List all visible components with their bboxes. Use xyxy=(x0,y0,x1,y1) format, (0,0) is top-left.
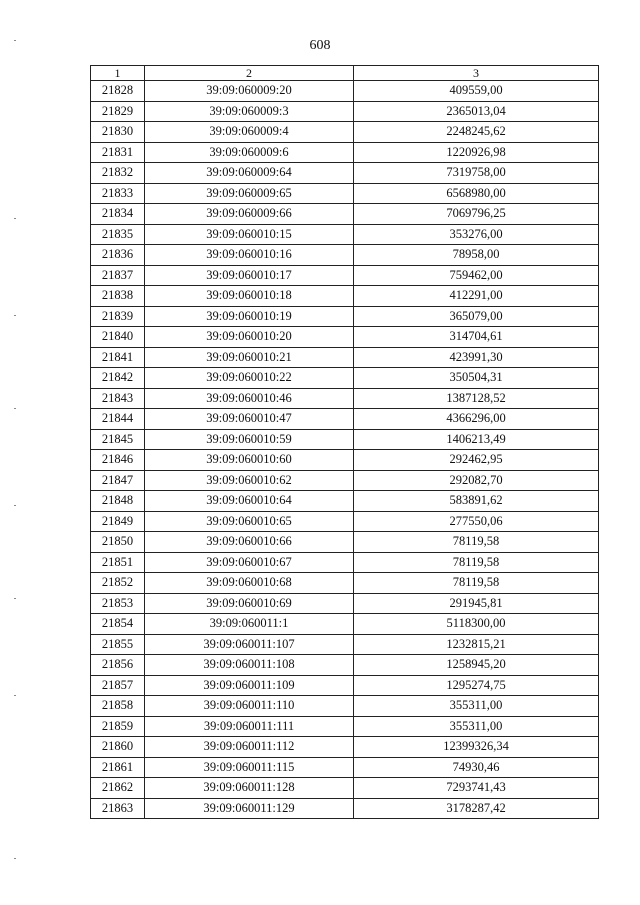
row-number-cell: 21840 xyxy=(91,327,145,348)
cadastral-number-cell: 39:09:060010:62 xyxy=(145,470,354,491)
table-row xyxy=(91,388,599,409)
cadastral-number-cell: 39:09:060009:3 xyxy=(145,101,354,122)
cadastral-number-cell: 39:09:060009:20 xyxy=(145,81,354,102)
table-row xyxy=(91,347,599,368)
cadastral-value-cell: 355311,00 xyxy=(354,716,599,737)
table-row xyxy=(91,511,599,532)
table-row xyxy=(91,491,599,512)
row-number-cell: 21838 xyxy=(91,286,145,307)
table-body xyxy=(91,81,599,819)
cadastral-value-cell: 409559,00 xyxy=(354,81,599,102)
table-row xyxy=(91,286,599,307)
row-number-cell: 21862 xyxy=(91,778,145,799)
table-row xyxy=(91,716,599,737)
cadastral-value-cell: 1220926,98 xyxy=(354,142,599,163)
row-number-cell: 21853 xyxy=(91,593,145,614)
cadastral-value-cell: 292082,70 xyxy=(354,470,599,491)
page-number: 608 xyxy=(309,38,331,53)
cadastral-value-cell: 277550,06 xyxy=(354,511,599,532)
cadastral-value-cell: 759462,00 xyxy=(354,265,599,286)
cadastral-value-cell: 423991,30 xyxy=(354,347,599,368)
table-row xyxy=(91,368,599,389)
scan-speck xyxy=(14,408,16,409)
scan-speck xyxy=(14,218,16,219)
cadastral-value-cell: 1232815,21 xyxy=(354,634,599,655)
table-row xyxy=(91,573,599,594)
cadastral-number-cell: 39:09:060010:15 xyxy=(145,224,354,245)
cadastral-number-cell: 39:09:060010:46 xyxy=(145,388,354,409)
row-number-cell: 21844 xyxy=(91,409,145,430)
cadastral-number-cell: 39:09:060009:4 xyxy=(145,122,354,143)
cadastral-number-cell: 39:09:060011:128 xyxy=(145,778,354,799)
cadastral-value-cell: 7293741,43 xyxy=(354,778,599,799)
cadastral-value-cell: 7319758,00 xyxy=(354,163,599,184)
row-number-cell: 21850 xyxy=(91,532,145,553)
table-header-row xyxy=(91,66,599,81)
row-number-cell: 21861 xyxy=(91,757,145,778)
table-row xyxy=(91,429,599,450)
cadastral-number-cell: 39:09:060010:60 xyxy=(145,450,354,471)
cadastral-number-cell: 39:09:060010:19 xyxy=(145,306,354,327)
scan-speck xyxy=(14,695,16,696)
table-row xyxy=(91,142,599,163)
cadastral-value-cell: 4366296,00 xyxy=(354,409,599,430)
row-number-cell: 21860 xyxy=(91,737,145,758)
table-row xyxy=(91,204,599,225)
table-row xyxy=(91,634,599,655)
table-row xyxy=(91,163,599,184)
table-row xyxy=(91,552,599,573)
row-number-cell: 21854 xyxy=(91,614,145,635)
cadastral-value-cell: 6568980,00 xyxy=(354,183,599,204)
table-row xyxy=(91,737,599,758)
table-row xyxy=(91,778,599,799)
table-row xyxy=(91,593,599,614)
cadastral-value-cell: 1406213,49 xyxy=(354,429,599,450)
row-number-cell: 21843 xyxy=(91,388,145,409)
cadastral-value-cell: 412291,00 xyxy=(354,286,599,307)
scan-speck xyxy=(14,40,16,41)
row-number-cell: 21834 xyxy=(91,204,145,225)
table-row xyxy=(91,245,599,266)
cadastral-number-cell: 39:09:060011:129 xyxy=(145,798,354,819)
cadastral-number-cell: 39:09:060011:109 xyxy=(145,675,354,696)
table-row xyxy=(91,614,599,635)
row-number-cell: 21863 xyxy=(91,798,145,819)
table-row xyxy=(91,265,599,286)
cadastral-number-cell: 39:09:060011:111 xyxy=(145,716,354,737)
cadastral-value-cell: 78119,58 xyxy=(354,552,599,573)
cadastral-value-cell: 3178287,42 xyxy=(354,798,599,819)
cadastral-number-cell: 39:09:060010:64 xyxy=(145,491,354,512)
cadastral-number-cell: 39:09:060010:67 xyxy=(145,552,354,573)
row-number-cell: 21832 xyxy=(91,163,145,184)
cadastral-number-cell: 39:09:060011:115 xyxy=(145,757,354,778)
cadastral-value-table xyxy=(90,65,599,819)
cadastral-number-cell: 39:09:060010:65 xyxy=(145,511,354,532)
table-row xyxy=(91,757,599,778)
row-number-cell: 21851 xyxy=(91,552,145,573)
row-number-cell: 21856 xyxy=(91,655,145,676)
table-row xyxy=(91,306,599,327)
table-row xyxy=(91,327,599,348)
table-row xyxy=(91,183,599,204)
row-number-cell: 21846 xyxy=(91,450,145,471)
cadastral-value-cell: 1258945,20 xyxy=(354,655,599,676)
cadastral-number-cell: 39:09:060010:47 xyxy=(145,409,354,430)
cadastral-value-cell: 292462,95 xyxy=(354,450,599,471)
row-number-cell: 21839 xyxy=(91,306,145,327)
cadastral-number-cell: 39:09:060010:20 xyxy=(145,327,354,348)
cadastral-value-cell: 583891,62 xyxy=(354,491,599,512)
row-number-cell: 21848 xyxy=(91,491,145,512)
table-row xyxy=(91,409,599,430)
scan-speck xyxy=(14,315,16,316)
scan-speck xyxy=(14,598,16,599)
cadastral-number-cell: 39:09:060010:68 xyxy=(145,573,354,594)
column-header-2: 2 xyxy=(145,66,354,81)
row-number-cell: 21852 xyxy=(91,573,145,594)
cadastral-value-cell: 74930,46 xyxy=(354,757,599,778)
cadastral-number-cell: 39:09:060010:21 xyxy=(145,347,354,368)
cadastral-value-cell: 350504,31 xyxy=(354,368,599,389)
column-header-3: 3 xyxy=(354,66,599,81)
table-row xyxy=(91,798,599,819)
cadastral-value-cell: 355311,00 xyxy=(354,696,599,717)
table-row xyxy=(91,81,599,102)
row-number-cell: 21835 xyxy=(91,224,145,245)
cadastral-number-cell: 39:09:060011:1 xyxy=(145,614,354,635)
cadastral-number-cell: 39:09:060011:108 xyxy=(145,655,354,676)
cadastral-number-cell: 39:09:060010:66 xyxy=(145,532,354,553)
row-number-cell: 21829 xyxy=(91,101,145,122)
cadastral-value-cell: 2365013,04 xyxy=(354,101,599,122)
cadastral-value-cell: 12399326,34 xyxy=(354,737,599,758)
cadastral-number-cell: 39:09:060010:59 xyxy=(145,429,354,450)
cadastral-number-cell: 39:09:060010:16 xyxy=(145,245,354,266)
cadastral-number-cell: 39:09:060009:65 xyxy=(145,183,354,204)
cadastral-value-cell: 78119,58 xyxy=(354,573,599,594)
row-number-cell: 21859 xyxy=(91,716,145,737)
cadastral-number-cell: 39:09:060009:6 xyxy=(145,142,354,163)
cadastral-number-cell: 39:09:060011:112 xyxy=(145,737,354,758)
cadastral-number-cell: 39:09:060009:64 xyxy=(145,163,354,184)
table-row xyxy=(91,696,599,717)
cadastral-number-cell: 39:09:060010:22 xyxy=(145,368,354,389)
table-row xyxy=(91,655,599,676)
cadastral-number-cell: 39:09:060011:110 xyxy=(145,696,354,717)
row-number-cell: 21836 xyxy=(91,245,145,266)
row-number-cell: 21830 xyxy=(91,122,145,143)
table-row xyxy=(91,450,599,471)
row-number-cell: 21849 xyxy=(91,511,145,532)
cadastral-value-cell: 314704,61 xyxy=(354,327,599,348)
cadastral-value-cell: 78958,00 xyxy=(354,245,599,266)
column-header-1: 1 xyxy=(91,66,145,81)
cadastral-value-cell: 2248245,62 xyxy=(354,122,599,143)
row-number-cell: 21831 xyxy=(91,142,145,163)
table-row xyxy=(91,675,599,696)
cadastral-value-cell: 1387128,52 xyxy=(354,388,599,409)
cadastral-value-cell: 353276,00 xyxy=(354,224,599,245)
row-number-cell: 21845 xyxy=(91,429,145,450)
row-number-cell: 21828 xyxy=(91,81,145,102)
cadastral-number-cell: 39:09:060010:17 xyxy=(145,265,354,286)
table-row xyxy=(91,122,599,143)
table-row xyxy=(91,470,599,491)
cadastral-number-cell: 39:09:060010:18 xyxy=(145,286,354,307)
cadastral-number-cell: 39:09:060011:107 xyxy=(145,634,354,655)
row-number-cell: 21847 xyxy=(91,470,145,491)
row-number-cell: 21842 xyxy=(91,368,145,389)
table-row xyxy=(91,101,599,122)
cadastral-value-cell: 78119,58 xyxy=(354,532,599,553)
row-number-cell: 21858 xyxy=(91,696,145,717)
cadastral-value-cell: 5118300,00 xyxy=(354,614,599,635)
row-number-cell: 21833 xyxy=(91,183,145,204)
cadastral-value-cell: 7069796,25 xyxy=(354,204,599,225)
cadastral-value-cell: 1295274,75 xyxy=(354,675,599,696)
cadastral-number-cell: 39:09:060009:66 xyxy=(145,204,354,225)
scan-speck xyxy=(14,505,16,506)
cadastral-value-cell: 365079,00 xyxy=(354,306,599,327)
row-number-cell: 21857 xyxy=(91,675,145,696)
table-row xyxy=(91,532,599,553)
cadastral-number-cell: 39:09:060010:69 xyxy=(145,593,354,614)
scan-speck xyxy=(14,858,16,859)
table-row xyxy=(91,224,599,245)
row-number-cell: 21837 xyxy=(91,265,145,286)
row-number-cell: 21841 xyxy=(91,347,145,368)
cadastral-value-cell: 291945,81 xyxy=(354,593,599,614)
row-number-cell: 21855 xyxy=(91,634,145,655)
